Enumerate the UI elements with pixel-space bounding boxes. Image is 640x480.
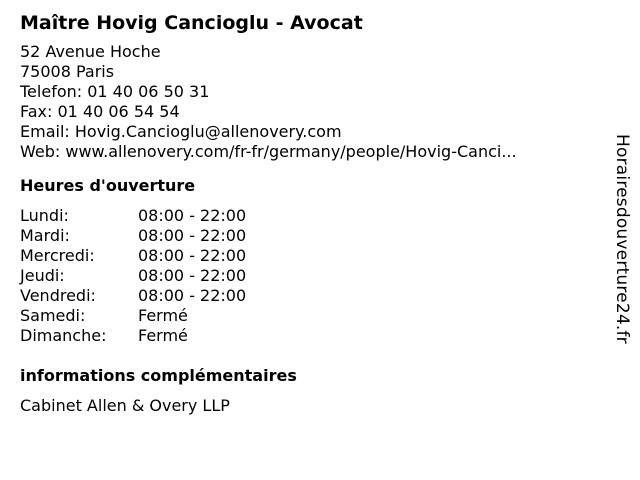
hours-day: Lundi: <box>20 206 69 225</box>
hours-day: Vendredi: <box>20 286 96 305</box>
hours-row-mardi <box>20 226 600 246</box>
hours-row-dimanche <box>20 326 600 346</box>
opening-hours-table <box>20 206 600 346</box>
hours-time: 08:00 - 22:00 <box>138 206 247 225</box>
additional-info-heading: informations complémentaires <box>20 366 297 385</box>
hours-time: Fermé <box>138 306 188 325</box>
hours-time: 08:00 - 22:00 <box>138 286 247 305</box>
hours-row-samedi <box>20 306 600 326</box>
fax-text: Fax: 01 40 06 54 54 <box>20 102 180 121</box>
hours-day: Mercredi: <box>20 246 95 265</box>
hours-row-lundi <box>20 206 600 226</box>
site-watermark: Horairesdouverture24.fr <box>612 134 632 344</box>
hours-row-mercredi <box>20 246 600 266</box>
business-title: Maître Hovig Cancioglu - Avocat <box>20 12 363 34</box>
hours-time: 08:00 - 22:00 <box>138 246 247 265</box>
additional-info-text: Cabinet Allen & Overy LLP <box>20 396 230 415</box>
opening-hours-heading: Heures d'ouverture <box>20 176 196 195</box>
phone-text: Telefon: 01 40 06 50 31 <box>20 82 210 101</box>
address-city: 75008 Paris <box>20 62 115 81</box>
hours-time: Fermé <box>138 326 188 345</box>
hours-day: Mardi: <box>20 226 70 245</box>
website-link[interactable]: Web: www.allenovery.com/fr-fr/germany/people/Hovig-Canci... <box>20 142 517 161</box>
hours-row-vendredi <box>20 286 600 306</box>
address-street: 52 Avenue Hoche <box>20 42 161 61</box>
hours-day: Jeudi: <box>20 266 65 285</box>
email-link[interactable]: Email: Hovig.Cancioglu@allenovery.com <box>20 122 342 141</box>
hours-row-jeudi <box>20 266 600 286</box>
business-card <box>20 10 600 416</box>
hours-time: 08:00 - 22:00 <box>138 226 247 245</box>
hours-day: Dimanche: <box>20 326 107 345</box>
hours-day: Samedi: <box>20 306 86 325</box>
hours-time: 08:00 - 22:00 <box>138 266 247 285</box>
